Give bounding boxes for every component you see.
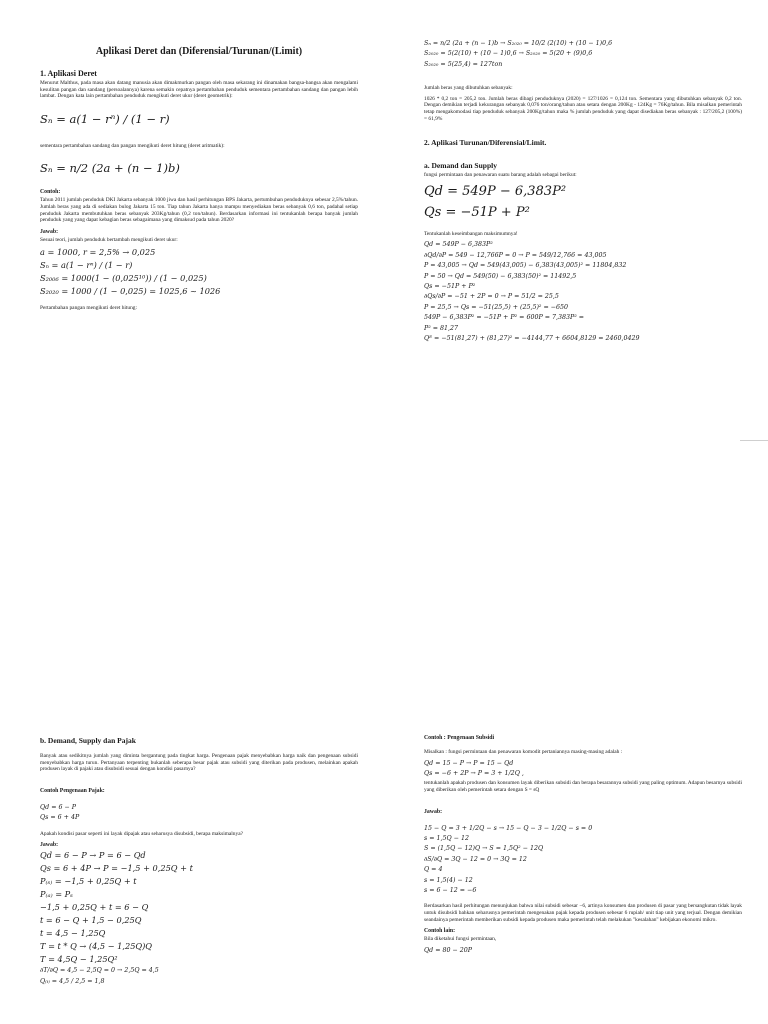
equation-line: Qd = 15 − P → P = 15 − Qd xyxy=(424,759,514,767)
arithmetic-series-formula: Sₙ = n/2 (2a + (n − 1)b) xyxy=(40,161,180,176)
demand-supply-tax-heading: b. Demand, Supply dan Pajak xyxy=(40,736,136,745)
calc-line: Q₍ₜ₎ = 4,5 / 2,5 = 1,8 xyxy=(40,977,105,985)
rice-need-paragraph: 1026 * 0,2 ton = 205,2 ton. Jumlah beras dibagi penduduknya (2020) = 127/1026 = 0,124 ton. Sementara yang dibutuhkan sebanyak 0,2 ton. Dengan demikian terjadi kekurangan sebanyak 0,076 ton/orang/tahun atau setara dengan 200Kg - 124Kg = 76Kg/tahun. Bila misalkan pemerintah tetap mengakomodasi tiap penduduk sebanyak 200Kg/tahun maka % jumlah penduduk yang dapat disediakan beras sebanyak : 127/205,2 (100%) = 61,9% xyxy=(424,95,742,122)
equation-line: Qs = 6 + 4P xyxy=(40,814,80,822)
calc-line: t = 6 − Q + 1,5 − 0,25Q xyxy=(40,915,142,926)
calc-line: ∂Qs/∂P = −51 + 2P = 0 → P = 51/2 = 25,5 xyxy=(424,293,559,301)
tax-example-label: Contoh Pengenaan Pajak: xyxy=(40,787,105,794)
demand-function: Qd = 549P − 6,383P² xyxy=(424,183,567,199)
calc-line: Qᴱ = −51(81,27) + (81,27)² = −4144,77 + 6604,8129 = 2460,0429 xyxy=(424,335,640,343)
jawab-label: Jawab: xyxy=(40,228,59,235)
divider-line xyxy=(740,440,768,441)
calc-line: P₍ₛ₎ = −1,5 + 0,25Q + t xyxy=(40,876,137,887)
document-title: Aplikasi Deret dan (Diferensial/Turunan/(Limit) xyxy=(95,46,303,57)
equation-line: Sₙ = n/2 (2a + (n − 1)b → S₂₀₂₀ = 10/2 (2(10) + (10 − 1)0,6 xyxy=(424,40,613,47)
calc-line: ∂Qd/∂P = 549 − 12,766P = 0 → P = 549/12,766 = 43,005 xyxy=(424,251,607,259)
calc-line: Qs = −51P + P² xyxy=(424,283,476,290)
equation-line: a = 1000, r = 2,5% → 0,025 xyxy=(40,247,156,258)
section-aplikasi-deret-heading: 1. Aplikasi Deret xyxy=(40,69,97,78)
bottom-right-column xyxy=(424,730,742,957)
calc-line: Qs = 6 + 4P → P = −1,5 + 0,25Q + t xyxy=(40,863,193,874)
question-text: Tentukanlah keseimbangan maksimumnya! xyxy=(424,230,518,237)
answer-intro: Sesuai teori, jumlah penduduk bertambah mengikuti deret ukur: xyxy=(40,236,178,243)
subsidy-question: tentukanlah apakah produsen dan konsumen layak diberikan subsidi dan berapa besarannya subsidi yang paling optimum. Adapun besarnya subsidi yang diberikan oleh pemerintah setara dengan S = sQ xyxy=(424,780,742,793)
jawab-label: Jawab: xyxy=(424,808,443,815)
calc-line: Qd = 6 − P → P = 6 − Qd xyxy=(40,850,146,861)
equation-line: Qd = 80 − 20P xyxy=(424,946,473,954)
subsidy-example-label: Contoh : Pengenaan Subsidi xyxy=(424,735,495,741)
tax-intro-paragraph: Banyak atau sedikitnya jumlah yang diminta bergantung pada tingkat harga. Pengenaan pajak menyebabkan harga naik dan pengenaan subsidi menyebabkan harga turun. Pertanyaan terpenting bukanlah seberapa besar pajak atau subsidi yang diterikan pada produsen, melainkan apakah produsen layak di pajaki atau disubsidi sesuai dengan kondisi pasarnya? xyxy=(40,753,358,773)
calc-line: s = 1,5(4) − 12 xyxy=(424,876,473,884)
calc-line: P₍ₐ₎ = Pₛ xyxy=(40,889,73,900)
contoh-label: Contoh: xyxy=(40,189,61,196)
calc-line: P = 43,005 → Qd = 549(43,005) − 6,383(43,005)² = 11804,832 xyxy=(424,262,627,270)
malthus-paragraph: Menurut Malthus, pada masa akan datang manusia akan dimakmurkan pangan oleh masa sekarang ini dinamakan bangsa-bangsa akan mengalami kesulitan pangan dan sandang (persoalannya) karena semakin cepatnya pertambahan penduduk sementara pertambahan sandang dan pangan lebih lambat. Dengan kata lain pertambahan penduduk mengikuti deret ukur (deret geometrik): xyxy=(40,80,358,100)
example-paragraph: Tahun 2011 jumlah penduduk DKI Jakarta sebanyak 1000 jiwa dan hasil perhitungan BPS Jakarta, pertumbuhan penduduknya sebesar 2,5%/tahun. Jumlah beras yang ada di sediakan bulog Jakarta 15 ton. Tiap tahun Jakarta hanya mampu menyediakan beras sebanyak 0,6 ton, padahal setiap penduduk Jakarta membutuhkan beras sebanyak 203Kg/tahun (0,2 ton/tahun). Berdasarkan informasi ini tentukanlah berapa banyak jumlah penduduk yang yang dapat kebagian beras sebagaimana yang dimaksud pada tahun 2020? xyxy=(40,197,358,224)
demand-supply-intro: fungsi permintaan dan penawaran suatu barang adalah sebagai berikut: xyxy=(424,172,577,179)
calc-line: P² = 81,27 xyxy=(424,324,459,332)
calc-line: S = (1,5Q − 12)Q → S = 1,5Q² − 12Q xyxy=(424,845,544,853)
arithmetic-intro-paragraph: sementara pertambahan sandang dan pangan mengikuti deret hitung (deret aritmatik): xyxy=(40,142,225,149)
calc-line: ∂T/∂Q = 4,5 − 2,5Q = 0 → 2,5Q = 4,5 xyxy=(40,967,159,975)
equation-line: S₂₀₂₀ = 5(2(10) + (10 − 1)0,6 → S₂₀₂₀ = 5(20 + (9)0,6 xyxy=(424,50,593,58)
calc-line: P = 25,5 → Qs = −51(25,5) + (25,5)² = −650 xyxy=(424,303,569,311)
calc-line: −1,5 + 0,25Q + t = 6 − Q xyxy=(40,902,149,913)
calc-line: 15 − Q = 3 + 1/2Q − s → 15 − Q − 3 − 1/2Q − s = 0 xyxy=(424,824,593,832)
demand-supply-heading: a. Demand dan Supply xyxy=(424,161,497,171)
calc-line: Q = 4 xyxy=(424,866,443,874)
subsidy-intro: Misalkan : fungsi permintaan dan penawaran komodit pertaniannya masing-masing adalah : xyxy=(424,749,623,755)
supply-function: Qs = −51P + P² xyxy=(424,204,530,220)
subsidy-conclusion: Berdasarkan hasil perhitungan menunjukan bahwa nilai subsidi sebesar −6, artinya konsumen dan produsen di pasar yang bersangkutan tidak layak untuk disubsidi bahkan seharusnya pemerintah mengenakan pajak kepada produsen sebesar 6 rupiah/ unit tiap unit yang terjual. Dengan demikian seandainya pemerintah memberikan subsidi kepada produsen maka pemerintah telah melakukan "kesalahan" kebijakan ekonomi mikro. xyxy=(424,903,742,923)
other-example-intro: Bila diketahui fungsi permintaan, xyxy=(424,936,497,943)
geometric-series-formula: Sₙ = a(1 − rⁿ) / (1 − r) xyxy=(40,111,170,126)
section-aplikasi-turunan-heading: 2. Aplikasi Turunan/Diferensial/Limit. xyxy=(424,138,547,148)
equation-line: S₂₀₂₀ = 5(25,4) = 127ton xyxy=(424,60,503,68)
arithmetic-growth-note: Pertambahan pangan mengikuti deret hitung: xyxy=(40,305,138,312)
calc-line: t = 4,5 − 1,25Q xyxy=(40,928,106,939)
calc-line: s = 1,5Q − 12 xyxy=(424,835,469,842)
equation-line: S₂₀₀₆ = 1000(1 − (0,025¹⁰)) / (1 − 0,025) xyxy=(40,273,207,284)
calc-line: ∂S/∂Q = 3Q − 12 = 0 → 3Q = 12 xyxy=(424,855,527,863)
calc-line: T = t * Q → (4,5 − 1,25Q)Q xyxy=(40,941,153,952)
calc-line: T = 4,5Q − 1,25Q² xyxy=(40,954,118,965)
tax-question: Apakah kondisi pasar seperti ini layak dipajak atau seharusya disubsidi, berapa maksimalnya? xyxy=(40,830,243,837)
calc-line: P = 50 → Qd = 549(50) − 6,383(50)² = 11492,5 xyxy=(424,272,577,280)
other-example-label: Contoh lain: xyxy=(424,928,456,935)
jawab-label: Jawab: xyxy=(40,842,59,849)
rice-need-label: Jumlah beras yang dibutuhkan sebanyak: xyxy=(424,85,513,92)
equation-line: Qs = −6 + 2P → P = 3 + 1/2Q , xyxy=(424,770,524,777)
bottom-left-column xyxy=(40,730,358,988)
top-right-column xyxy=(424,38,742,345)
equation-line: Qd = 6 − P xyxy=(40,803,76,811)
calc-line: s = 6 − 12 = −6 xyxy=(424,887,477,895)
top-left-column xyxy=(40,38,358,316)
calc-line: Qd = 549P − 6,383P² xyxy=(424,241,493,249)
calc-line: 549P − 6,383P² = −51P + P² = 600P = 7,383P² = xyxy=(424,314,585,322)
equation-line: S₂₀₂₀ = 1000 / (1 − 0,025) = 1025,6 ~ 1026 xyxy=(40,286,221,297)
equation-line: Sₙ = a(1 − rⁿ) / (1 − r) xyxy=(40,260,133,271)
